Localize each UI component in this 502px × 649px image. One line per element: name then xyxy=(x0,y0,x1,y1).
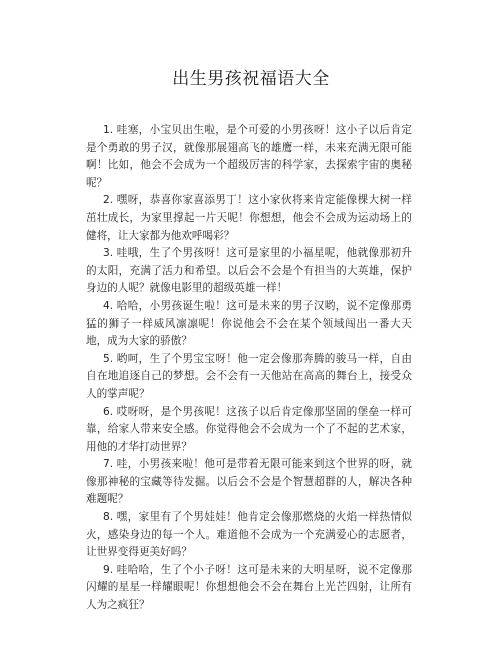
blessing-paragraph-5: 5. 哟呵，生了个男宝宝呀！他一定会像那奔腾的骏马一样，自由自在地追逐自己的梦想。会不会有一天他站在高高的舞台上，接受众人的掌声呢？ xyxy=(86,352,412,400)
blessing-paragraph-2: 2. 嘿呀，恭喜你家喜添男丁！这小家伙将来肯定能像棵大树一样茁壮成长，为家里撑起一片天呢！你想想，他会不会成为运动场上的健将，让大家都为他欢呼喝彩？ xyxy=(86,194,412,242)
blessing-paragraph-8: 8. 嘿，家里有了个男娃娃！他肯定会像那燃烧的火焰一样热情似火，感染身边的每一个人。难道他不会成为一个充满爱心的志愿者，让世界变得更美好吗？ xyxy=(86,511,412,559)
blessing-paragraph-6: 6. 哎呀呀，是个男孩呢！这孩子以后肯定像那坚固的堡垒一样可靠，给家人带来安全感。你觉得他会不会成为一个了不起的艺术家，用他的才华打动世界？ xyxy=(86,405,412,453)
blessing-paragraph-4: 4. 哈哈，小男孩诞生啦！这可是未来的男子汉哟，说不定像那勇猛的狮子一样威风凛凛呢！你说他会不会在某个领域闯出一番大天地，成为大家的骄傲？ xyxy=(86,299,412,348)
blessing-paragraph-3: 3. 哇哦，生了个男孩呀！这可是家里的小福星呢，他就像那初升的太阳，充满了活力和希望。以后会不会是个有担当的大英雄，保护身边的人呢？就像电影里的超级英雄一样！ xyxy=(86,247,412,295)
blessing-paragraph-1: 1. 哇塞，小宝贝出生啦，是个可爱的小男孩呀！这小子以后肯定是个勇敢的男子汉，就像那展翅高飞的雄鹰一样，未来充满无限可能啊！比如，他会不会成为一个超级厉害的科学家，去探索宇宙的奥秘呢？ xyxy=(86,124,412,189)
blessing-paragraph-9: 9. 哇哈哈，生了个小子呀！这可是未来的大明星呀，说不定像那闪耀的星星一样耀眼呢！你想想他会不会在舞台上光芒四射，让所有人为之疯狂？ xyxy=(86,563,412,612)
document-title: 出生男孩祝福语大全 xyxy=(172,69,330,89)
document-body xyxy=(86,122,412,615)
blessing-paragraph-7: 7. 哇，小男孩来啦！他可是带着无限可能来到这个世界的呀，就像那神秘的宝藏等待发掘。以后会不会是个智慧超群的人，解决各种难题呢？ xyxy=(86,458,412,506)
